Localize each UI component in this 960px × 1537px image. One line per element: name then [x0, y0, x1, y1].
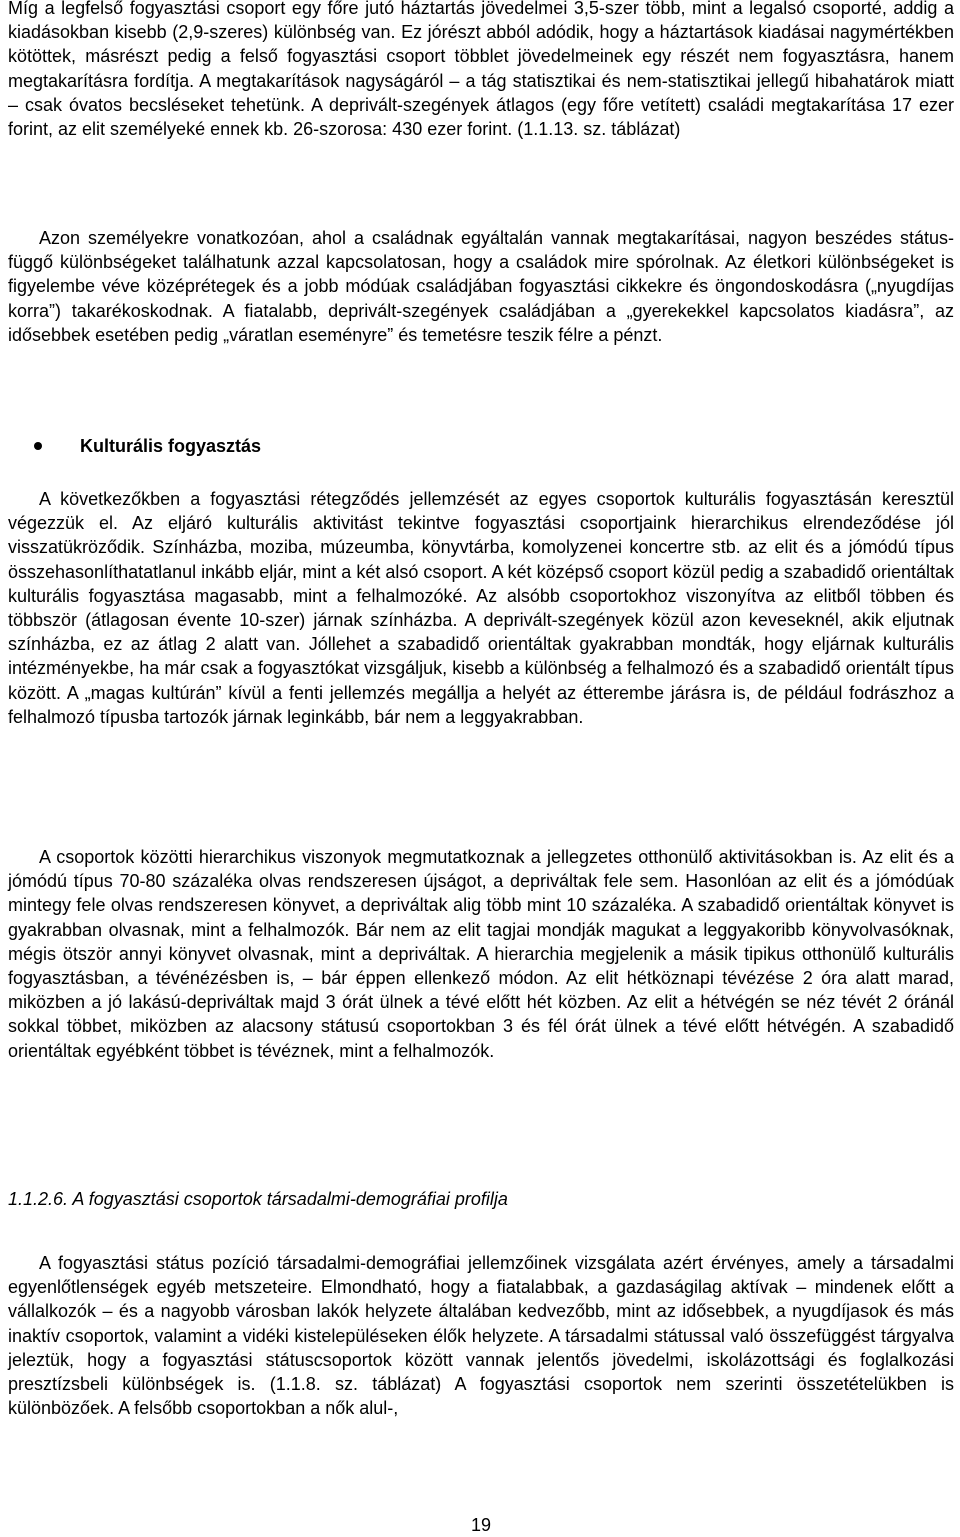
bullet-icon [34, 442, 42, 450]
paragraph-savings-intro: Míg a legfelső fogyasztási csoport egy főre jutó háztartás jövedelmei 3,5-szer több, mint a legalsó csoporté, addig a kiadásokban kisebb (2,9-szeres) különbség van. Ez jórészt abból adódik, hogy a háztartások kiadásai nagymértékben kötöttek, másrészt pedig a felső fogyasztási csoport többlet jövedelmeinek egy részét nem fogyasztásra, hanem megtakarításra fordítja. A megtakarítások nagyságáról – a tág statisztikai és nem-statisztikai jellegű hibahatárok miatt – csak óvatos becsléseket tehetünk. A deprivált-szegények átlagos (egy főre vetített) családi megtakarítása 17 ezer forint, az elit személyeké ennek kb. 26-szorosa: 430 ezer forint. (1.1.13. sz. táblázat) [8, 0, 954, 140]
section-heading: 1.1.2.6. A fogyasztási csoportok társadalmi-demográfiai profilja [8, 1189, 508, 1209]
paragraph-home-activities: A csoportok közötti hierarchikus viszonyok megmutatkoznak a jellegzetes otthonülő aktivitásokban is. Az elit és a jómódú típus 70-80 százaléka olvas rendszeresen újságot, a depriváltak fele sem. Hasonlóan az elit és a jómódúak mintegy fele olvas rendszeresen könyvet, a depriváltak alig több mint 10 százaléka. A szabadidő orientáltak könyvet is gyakrabban olvasnak, mint a felhalmozók. Bár nem az elit tagjai mondják magukat a leggyakoribb könyvolvasóknak, mégis ötször annyi könyvet olvasnak, mint a depriváltak. A hierarchia megjelenik a másik tipikus otthonülő kulturális fogyasztásban, a tévénézésben is, – bár éppen ellenkező módon. Az elit hétköznapi tévézése 2 óra alatt marad, miközben a jó lakású-depriváltak majd 3 órát ülnek a tévé előtt hét közben. Az elit a hétvégén se néz tévét 2 óránál sokkal többet, miközben az alacsony státusú csoportokban 3 és fél órát ülnek a tévé előtt hétvégén. A szabadidő orientáltak egyébként többet is tévéznek, mint a felhalmozók. [8, 847, 954, 1061]
bullet-heading-text: Kulturális fogyasztás [80, 436, 262, 456]
paragraph-cultural-activity: A következőkben a fogyasztási rétegződés jellemzését az egyes csoportok kulturális fogyasztásán keresztül végezzük el. Az eljáró kulturális aktivitást tekintve fogyasztási csoportjaink hierarchikus elrendeződése jól visszatükröződik. Színházba, moziba, múzeumba, könyvtárba, komolyzenei koncertre stb. az elit és a jómódú típus összehasonlíthatatlanul inkább eljár, mint a két alsó csoport. A két középső csoport közül pedig a szabadidő orientáltak kulturális fogyasztása magasabb, mint a felhalmozóké. Az alsóbb csoportokhoz viszonyítva az elitből többen és többször (átlagosan évente 10-szer) járnak színházba. A deprivált-szegények közül azon keveseknél, akik eljutnak színházba, ez az átlag 2 alatt van. Jóllehet a szabadidő orientáltak gyakrabban mondták, hogy eljárnak kulturális intézményekbe, ha már csak a fogyasztókat vizsgáljuk, kisebb a különbség a felhalmozó és a szabadidő orientált típus között. A „magas kultúrán” kívül a fenti jellemzés megállja a helyét az étterembe járásra is, de például fodrászhoz a felhalmozó típusba tartozók járnak leginkább, bár nem a leggyakrabban. [8, 489, 954, 727]
bullet-heading-cultural-consumption [32, 434, 261, 458]
paragraph-savings-purpose: Azon személyekre vonatkozóan, ahol a családnak egyáltalán vannak megtakarításai, nagyon beszédes státus-függő különbségeket találhatunk azzal kapcsolatosan, hogy a családok mire spórolnak. Az életkori különbségeket is figyelembe véve középrétegek és a jobb módúak családjában fogyasztási cikkekre és öngondoskodásra („nyugdíjas korra”) takarékoskodnak. A fiatalabb, deprivált-szegények családjában a „gyerekekkel kapcsolatos kiadásra”, az idősebbek esetében pedig „váratlan eseményre” és temetésre teszik félre a pénzt. [8, 228, 954, 345]
page-number: 19 [470, 1515, 492, 1535]
paragraph-demographic-profile: A fogyasztási státus pozíció társadalmi-demográfiai jellemzőinek vizsgálata azért érvényes, amely a társadalmi egyenlőtlenségek egyéb metszeteire. Elmondható, hogy a fiatalabbak, a gazdaságilag aktívak – mindenek előtt a vállalkozók – és a nagyobb városban lakók helyzete általában kedvezőbb, mint az idősebbek, a nyugdíjasok és más inaktív csoportok, valamint a vidéki kistelepüléseken élők helyzete. A társadalmi státussal való összefüggést tárgyalva jeleztük, hogy a fogyasztási státuscsoportok között vannak jelentős jövedelmi, iskolázottsági és foglalkozási presztízsbeli különbségek is. (1.1.8. sz. táblázat) A fogyasztási csoportok nem szerinti összetételükben is különbözőek. A felsőbb csoportokban a nők alul-, [8, 1253, 954, 1419]
